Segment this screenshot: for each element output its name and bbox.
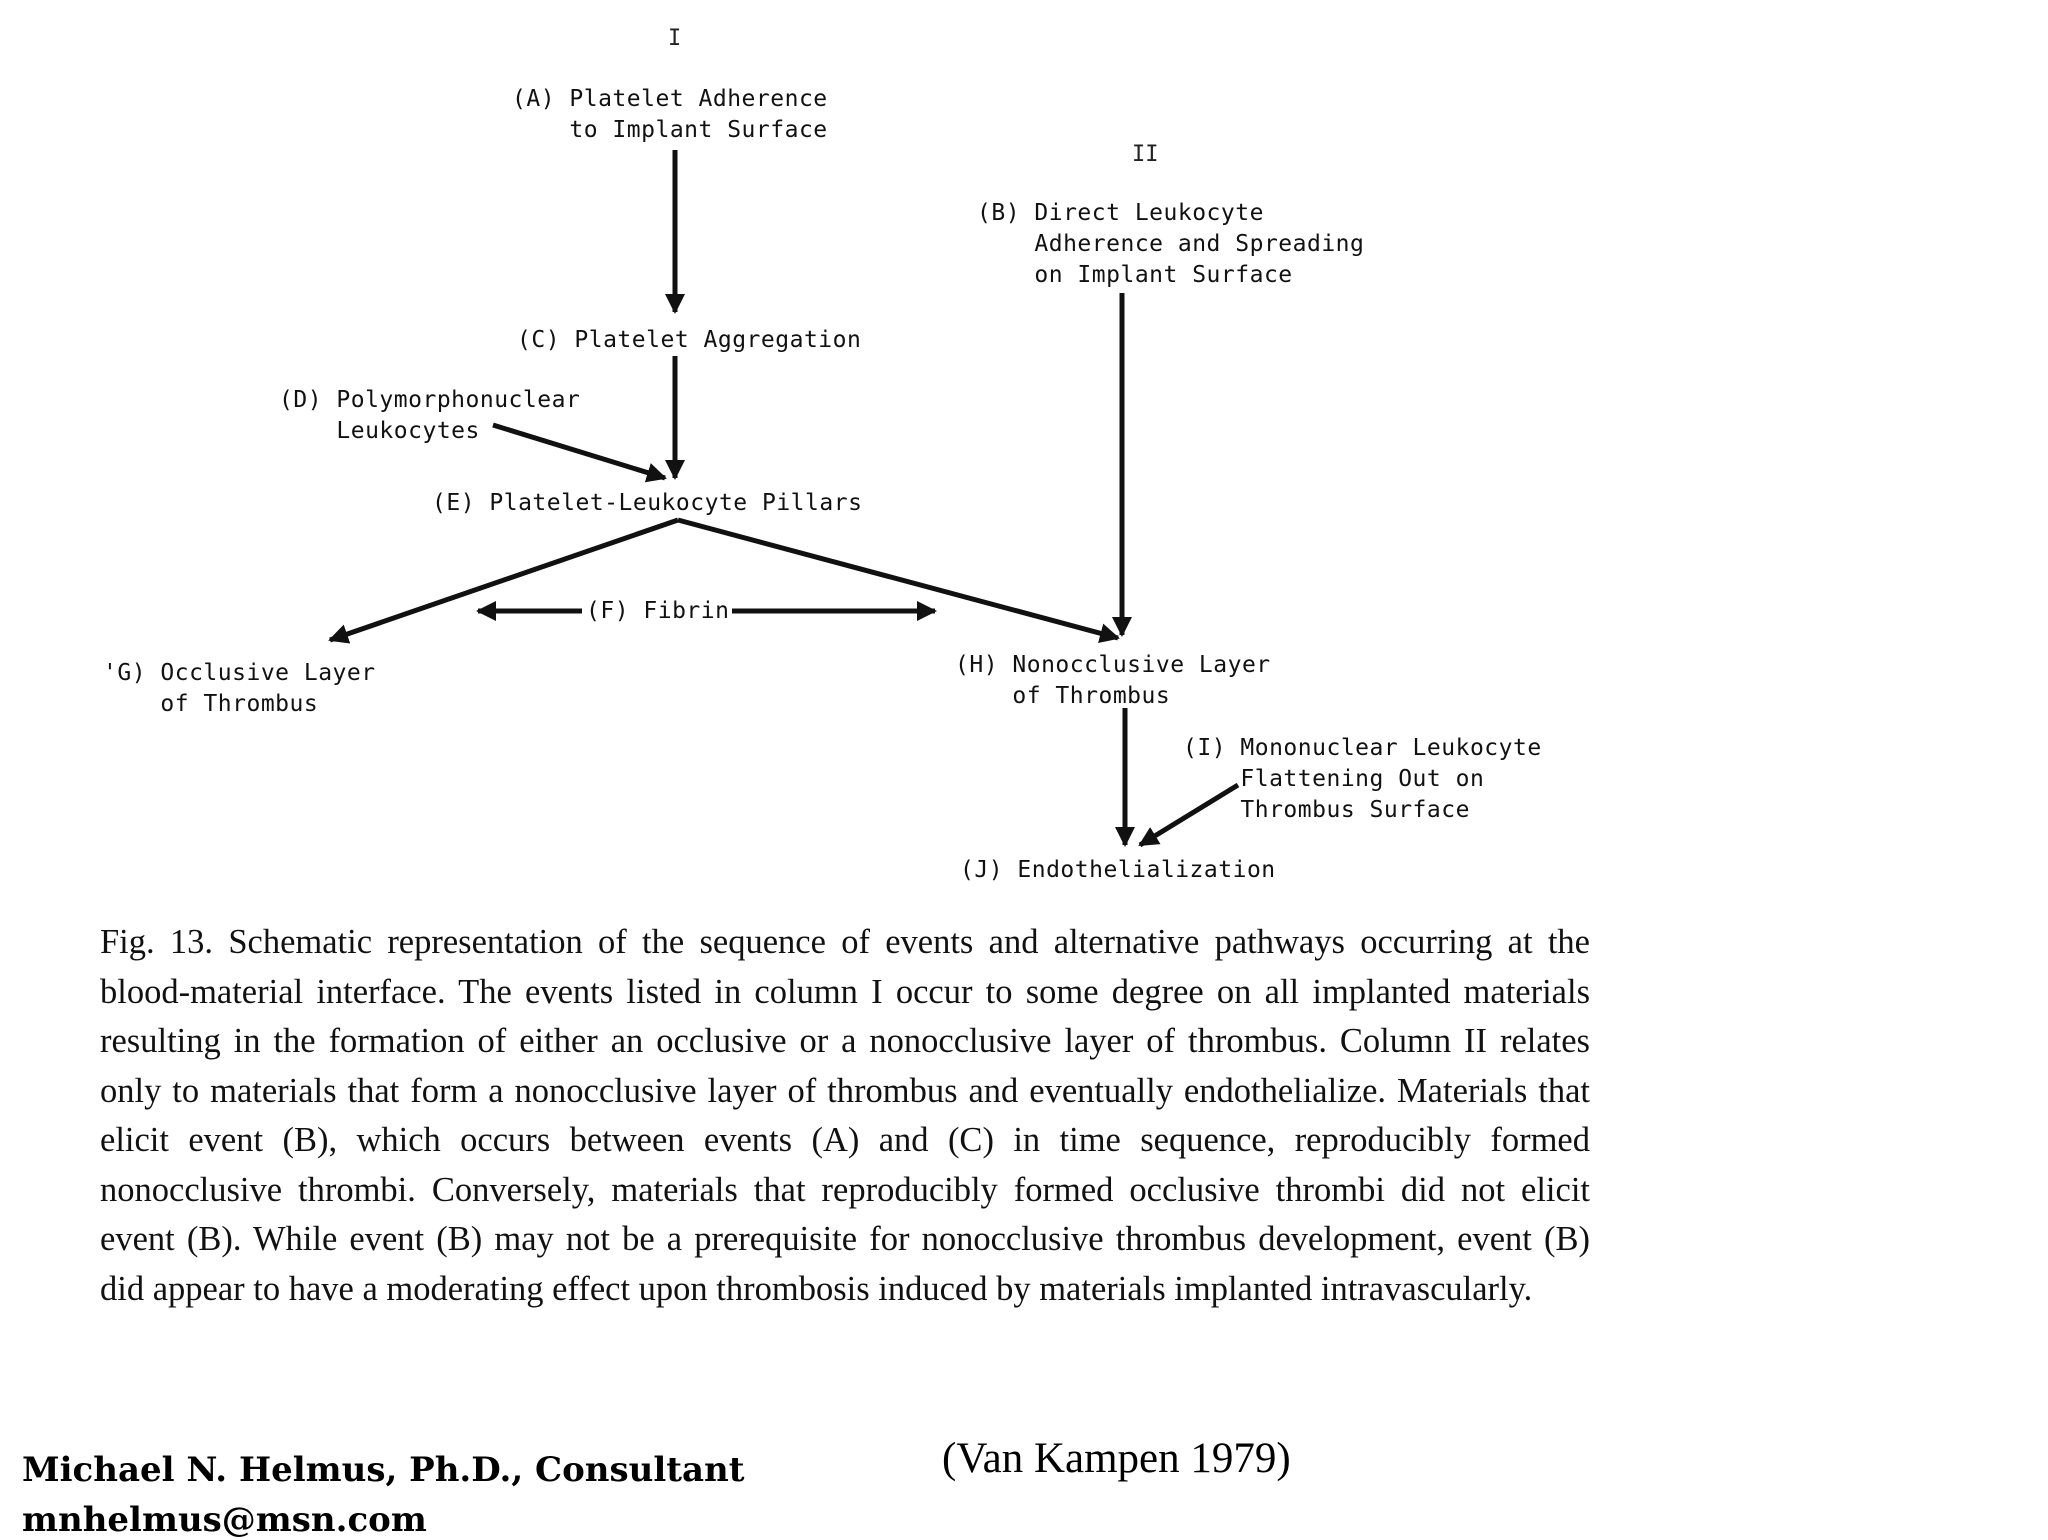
node-h: (H) Nonocclusive Layer of Thrombus bbox=[955, 652, 1271, 709]
node-b: (B) Direct Leukocyte Adherence and Spreading on Implant Surface bbox=[977, 200, 1365, 288]
citation: (Van Kampen 1979) bbox=[942, 1435, 1291, 1482]
node-f: (F) Fibrin bbox=[586, 598, 730, 624]
arrow-e-to-h bbox=[678, 520, 1118, 638]
node-a: (A) Platelet Adherence to Implant Surface bbox=[512, 86, 828, 143]
node-e: (E) Platelet-Leukocyte Pillars bbox=[432, 490, 863, 516]
author-name: Michael N. Helmus, Ph.D., Consultant bbox=[22, 1450, 745, 1490]
column-label-2: II bbox=[1132, 142, 1159, 167]
figure-caption: Fig. 13. Schematic representation of the sequence of events and alternative pathways occurring at the blood-material interface. The events listed in column I occur to some degree on all implanted materials resulting in the formation of either an occlusive or a nonocclusive layer of thrombus. Column II relates only to materials that form a nonocclusive layer of thrombus and eventually endothelialize. Materials that elicit event (B), which occurs between events (A) and (C) in time sequence, reproducibly formed nonocclusive thrombi. Conversely, materials that reproducibly formed occlusive thrombi did not elicit event (B). While event (B) may not be a prerequisite for nonocclusive thrombus development, event (B) did appear to have a moderating effect upon thrombosis induced by materials implanted intravascularly. bbox=[100, 923, 1590, 1308]
author-email: mnhelmus@msn.com bbox=[22, 1500, 427, 1540]
column-label-1: I bbox=[668, 26, 682, 51]
node-j: (J) Endothelialization bbox=[960, 857, 1276, 883]
node-c: (C) Platelet Aggregation bbox=[517, 327, 862, 353]
node-i: (I) Mononuclear Leukocyte Flattening Out on Thrombus Surface bbox=[1183, 735, 1542, 823]
node-d: (D) Polymorphonuclear Leukocytes bbox=[279, 387, 581, 444]
node-g: 'G) Occlusive Layer of Thrombus bbox=[103, 660, 376, 717]
